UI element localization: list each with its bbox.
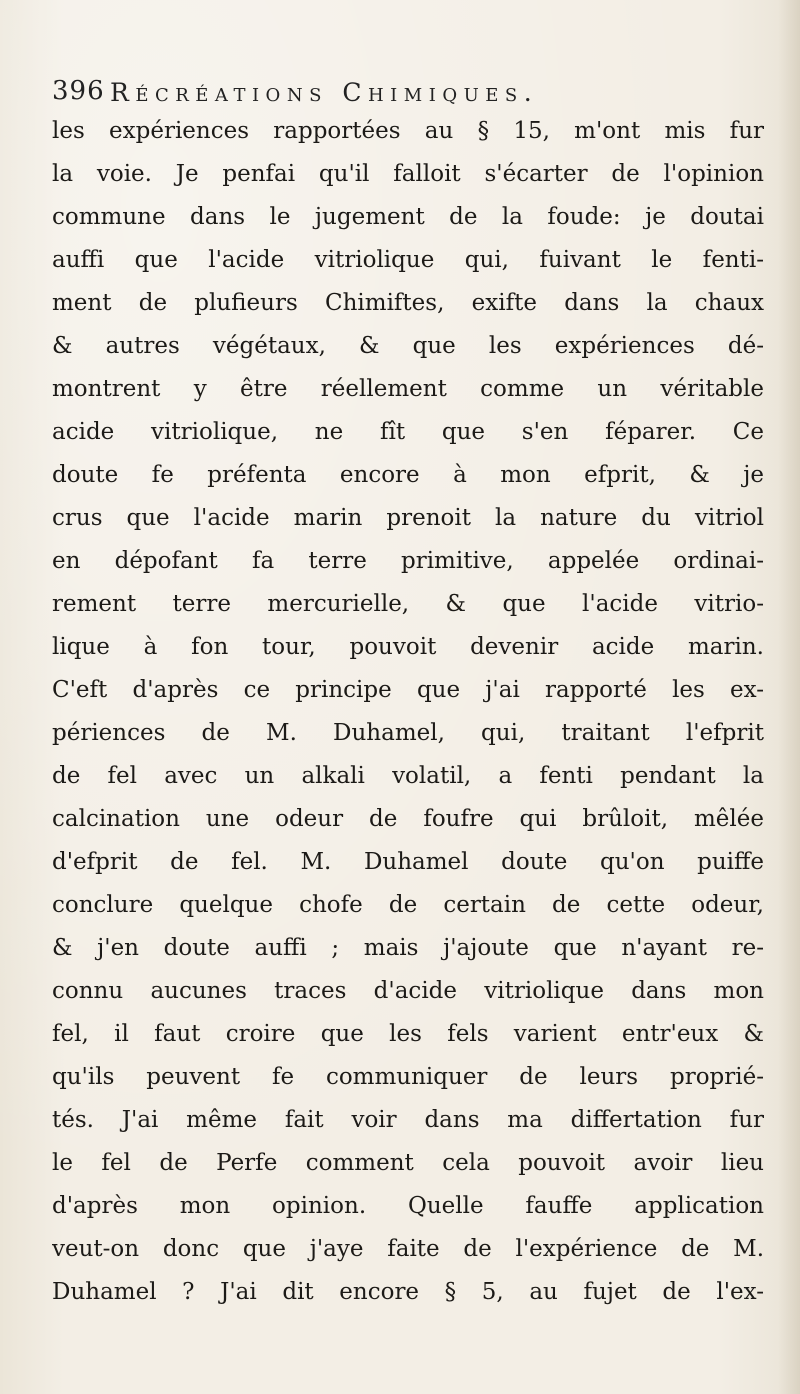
- page-number: 396: [52, 76, 105, 106]
- text-line: Duhamel ? J'ai dit encore § 5, au fujet de l'ex-: [52, 1279, 764, 1305]
- text-line: doute fe préfenta encore à mon efprit, & je: [52, 462, 764, 488]
- text-line: crus que l'acide marin prenoit la nature du vitriol: [52, 505, 764, 531]
- text-line: veut-on donc que j'aye faite de l'expérience de M.: [52, 1236, 764, 1262]
- running-title: Récréations Chimiques.: [110, 78, 539, 107]
- text-line: d'efprit de fel. M. Duhamel doute qu'on puiffe: [52, 849, 764, 875]
- text-line: périences de M. Duhamel, qui, traitant l'efprit: [52, 720, 764, 746]
- text-line: tés. J'ai même fait voir dans ma differtation fur: [52, 1107, 764, 1133]
- text-line: rement terre mercurielle, & que l'acide vitrio-: [52, 591, 764, 617]
- text-line: C'eft d'après ce principe que j'ai rapporté les ex-: [52, 677, 764, 703]
- text-line: acide vitriolique, ne fît que s'en féparer. Ce: [52, 419, 764, 445]
- text-line: en dépofant fa terre primitive, appelée ordinai-: [52, 548, 764, 574]
- text-line: la voie. Je penfai qu'il falloit s'écarter de l'opinion: [52, 161, 764, 187]
- text-line: le fel de Perfe comment cela pouvoit avoir lieu: [52, 1150, 764, 1176]
- text-line: commune dans le jugement de la foude: je doutai: [52, 204, 764, 230]
- text-line: montrent y être réellement comme un véritable: [52, 376, 764, 402]
- text-line: qu'ils peuvent fe communiquer de leurs proprié-: [52, 1064, 764, 1090]
- text-line: & autres végétaux, & que les expériences dé-: [52, 333, 764, 359]
- text-line: de fel avec un alkali volatil, a fenti pendant la: [52, 763, 764, 789]
- text-line: conclure quelque chofe de certain de cette odeur,: [52, 892, 764, 918]
- text-line: fel, il faut croire que les fels varient entr'eux &: [52, 1021, 764, 1047]
- text-line: les expériences rapportées au § 15, m'ont mis fur: [52, 118, 764, 144]
- body-text: [52, 110, 764, 1314]
- text-line: ment de plufieurs Chimiftes, exifte dans la chaux: [52, 290, 764, 316]
- text-line: d'après mon opinion. Quelle fauffe application: [52, 1193, 764, 1219]
- text-line: lique à fon tour, pouvoit devenir acide marin.: [52, 634, 764, 660]
- text-line: & j'en doute auffi ; mais j'ajoute que n'ayant re-: [52, 935, 764, 961]
- text-line: auffi que l'acide vitriolique qui, fuivant le fenti-: [52, 247, 764, 273]
- text-line: calcination une odeur de foufre qui brûloit, mêlée: [52, 806, 764, 832]
- text-line: connu aucunes traces d'acide vitriolique dans mon: [52, 978, 764, 1004]
- page-edge-shadow: [778, 0, 800, 1394]
